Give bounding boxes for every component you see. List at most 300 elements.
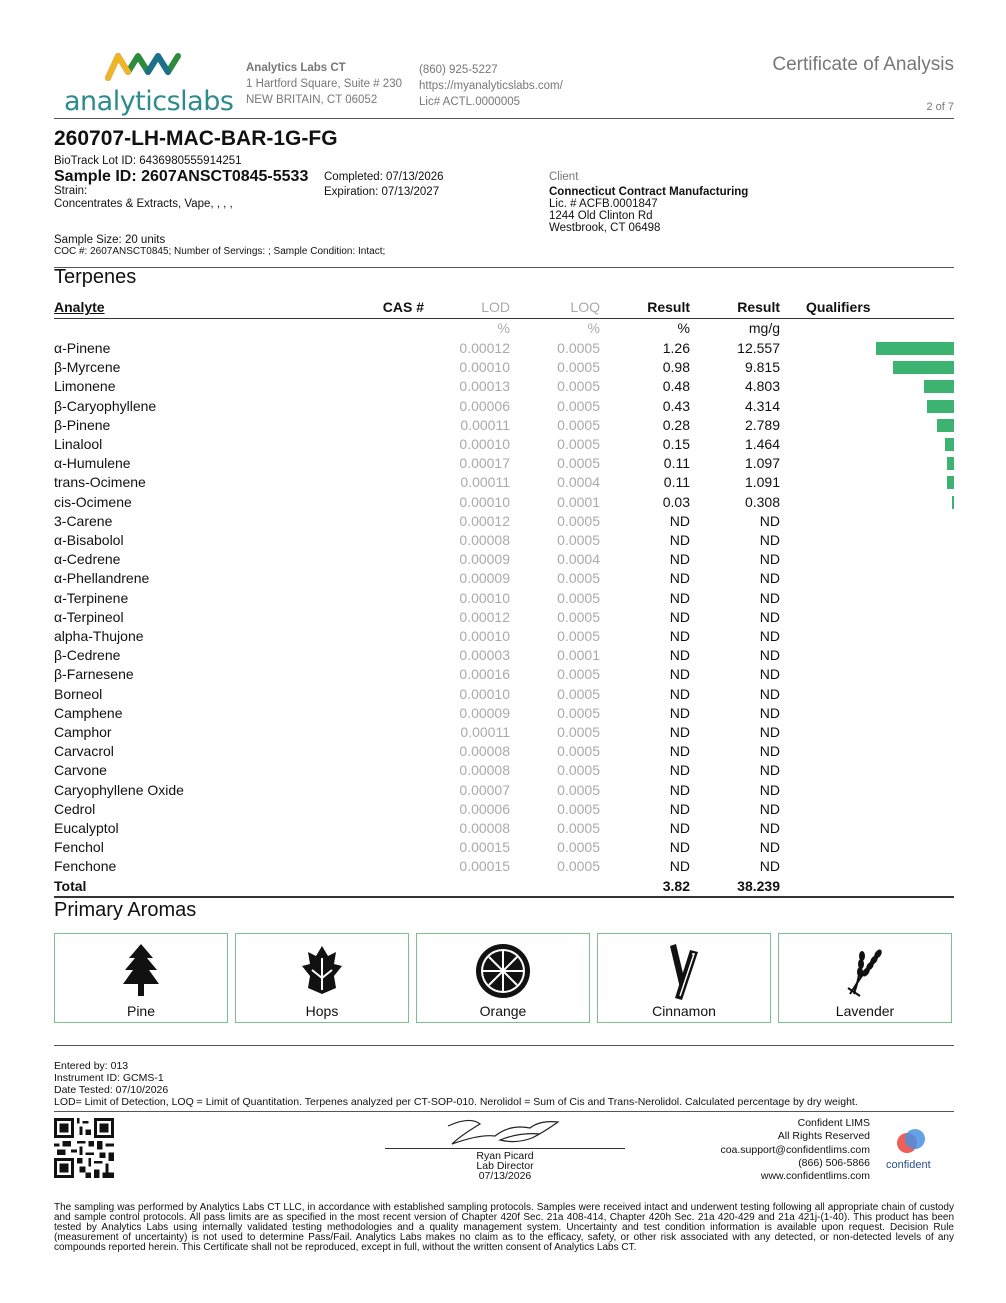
cas-cell: [314, 742, 430, 761]
analyte-cell: Caryophyllene Oxide: [54, 781, 184, 798]
analytics-labs-logo: [64, 50, 234, 122]
cas-cell: [314, 761, 430, 780]
signature-line: [385, 1148, 625, 1149]
product-name: 260707-LH-MAC-BAR-1G-FG: [54, 127, 338, 150]
lod-cell: 0.00011: [460, 724, 510, 741]
table-row: [54, 435, 954, 454]
table-row: [54, 512, 954, 531]
table-row: [54, 627, 954, 646]
table-row: [54, 838, 954, 857]
lod-cell: 0.00006: [459, 800, 510, 817]
concentration-bar: [927, 400, 954, 413]
cas-cell: [314, 800, 430, 819]
concentration-bar: [952, 496, 954, 509]
client-name: Connecticut Contract Manufacturing: [549, 186, 749, 198]
qualifier-cell: [780, 473, 876, 492]
analyte-cell: Cedrol: [54, 800, 96, 817]
bar-cell: [876, 704, 954, 723]
aroma-cinnamon: [597, 933, 771, 1023]
lab-phone: (860) 925-5227: [419, 64, 498, 76]
concentration-bar: [947, 457, 954, 470]
sample-category: Concentrates & Extracts, Vape, , , ,: [54, 198, 233, 210]
cas-cell: [314, 416, 430, 435]
analyte-cell: cis-Ocimene: [54, 493, 132, 510]
aroma-label: Orange: [479, 1003, 527, 1019]
section-divider: [54, 267, 954, 268]
signature-block: [385, 1151, 625, 1181]
qualifier-cell: [780, 454, 876, 473]
result-pct-cell: ND: [669, 839, 690, 856]
qualifier-cell: [780, 416, 876, 435]
analyte-cell: Carvacrol: [54, 743, 114, 760]
lod-cell: 0.00008: [459, 820, 510, 837]
table-row: [54, 416, 954, 435]
signature-image: [440, 1116, 570, 1150]
lab-address-line1: 1 Hartford Square, Suite # 230: [246, 78, 402, 90]
result-mg-cell: 0.308: [744, 493, 780, 510]
result-mg-cell: 12.557: [737, 340, 780, 356]
client-label: Client: [549, 171, 579, 183]
analyte-cell: alpha-Thujone: [54, 628, 144, 645]
client-address2: Westbrook, CT 06498: [549, 222, 661, 234]
bar-cell: [876, 377, 954, 396]
qualifier-cell: [780, 627, 876, 646]
loq-cell: 0.0005: [557, 858, 600, 875]
cas-cell: [314, 531, 430, 550]
analyte-cell: Borneol: [54, 685, 103, 702]
client-address1: 1244 Old Clinton Rd: [549, 210, 653, 222]
concentration-bar: [947, 476, 954, 489]
lims-email[interactable]: coa.support@confidentlims.com: [720, 1143, 870, 1156]
aromas-title: Primary Aromas: [54, 899, 197, 921]
result-pct-cell: 0.03: [662, 493, 690, 510]
loq-cell: 0.0005: [557, 800, 600, 817]
table-row: [54, 704, 954, 723]
bar-cell: [876, 569, 954, 588]
bar-cell: [876, 685, 954, 704]
result-pct-cell: 0.11: [663, 455, 690, 472]
lod-cell: 0.00017: [459, 455, 510, 472]
qualifier-cell: [780, 493, 876, 512]
qualifier-cell: [780, 397, 876, 416]
unit-result-pct: %: [677, 320, 690, 337]
aroma-hops: [235, 933, 409, 1023]
result-pct-cell: 0.43: [662, 397, 690, 414]
lod-cell: 0.00008: [459, 762, 510, 779]
analyte-cell: Camphene: [54, 704, 123, 721]
result-pct-cell: ND: [669, 820, 690, 837]
table-row: [54, 761, 954, 780]
bar-cell: [876, 589, 954, 608]
analyte-cell: Linalool: [54, 436, 103, 453]
terpenes-table: [54, 298, 954, 898]
table-row: [54, 800, 954, 819]
header-divider: [54, 118, 954, 119]
lod-cell: 0.00010: [459, 436, 510, 453]
result-mg-cell: 2.789: [744, 416, 780, 433]
completed-date: Completed: 07/13/2026: [324, 171, 444, 183]
qualifier-cell: [780, 857, 876, 876]
result-pct-cell: ND: [669, 800, 690, 817]
lod-cell: 0.00008: [459, 743, 510, 760]
date-tested: Date Tested: 07/10/2026: [54, 1084, 169, 1096]
cas-cell: [314, 473, 430, 492]
lod-cell: 0.00010: [459, 685, 510, 702]
lab-website[interactable]: https://myanalyticslabs.com/: [419, 80, 563, 92]
cas-cell: [314, 339, 430, 358]
instrument-id: Instrument ID: GCMS-1: [54, 1072, 164, 1084]
cas-cell: [314, 377, 430, 396]
result-mg-cell: 1.464: [744, 436, 780, 453]
concentration-bar: [924, 380, 954, 393]
qualifier-cell: [780, 665, 876, 684]
signer-title: Lab Director: [476, 1160, 534, 1172]
bar-cell: [876, 512, 954, 531]
lod-cell: 0.00012: [459, 340, 510, 356]
bar-cell: [876, 761, 954, 780]
loq-cell: 0.0005: [557, 666, 600, 683]
orange-slice-icon: [474, 942, 532, 1000]
qualifier-cell: [780, 742, 876, 761]
cas-cell: [314, 781, 430, 800]
result-pct-cell: ND: [669, 743, 690, 760]
analyte-cell: α-Phellandrene: [54, 570, 150, 587]
result-pct-cell: ND: [669, 704, 690, 721]
bar-cell: [876, 339, 954, 358]
analyte-cell: β-Cedrene: [54, 647, 121, 664]
result-pct-cell: ND: [669, 570, 690, 587]
lod-cell: 0.00006: [459, 397, 510, 414]
loq-cell: 0.0005: [557, 704, 600, 721]
lab-address-line2: NEW BRITAIN, CT 06052: [246, 94, 378, 106]
analyte-cell: α-Bisabolol: [54, 532, 124, 549]
result-mg-cell: ND: [759, 666, 780, 683]
sample-size: Sample Size: 20 units: [54, 234, 166, 246]
lod-cell: 0.00008: [459, 532, 510, 549]
bar-cell: [876, 454, 954, 473]
analyte-cell: β-Pinene: [54, 416, 111, 433]
loq-cell: 0.0005: [557, 570, 600, 587]
result-mg-cell: 1.091: [744, 474, 780, 491]
loq-cell: 0.0005: [557, 397, 600, 414]
lod-cell: 0.00011: [460, 416, 510, 433]
qualifier-cell: [780, 781, 876, 800]
lod-cell: 0.00011: [460, 474, 510, 491]
cas-cell: [314, 685, 430, 704]
cas-cell: [314, 857, 430, 876]
result-pct-cell: 0.98: [662, 359, 690, 376]
cas-cell: [314, 550, 430, 569]
hops-icon: [300, 942, 344, 998]
result-pct-cell: ND: [669, 685, 690, 702]
result-mg-cell: ND: [759, 512, 780, 529]
cas-cell: [314, 589, 430, 608]
table-row: [54, 550, 954, 569]
analyte-cell: Eucalyptol: [54, 820, 119, 837]
bar-cell: [876, 550, 954, 569]
strain-label: Strain:: [54, 185, 88, 197]
bar-cell: [876, 608, 954, 627]
lims-phone: (866) 506-5866: [798, 1156, 870, 1169]
logo-wordmark: analyticslabs: [64, 86, 234, 117]
aroma-label: Hops: [305, 1003, 339, 1019]
table-row: [54, 569, 954, 588]
col-result-pct: Result: [600, 298, 690, 319]
cas-cell: [314, 358, 430, 377]
bar-cell: [876, 473, 954, 492]
aroma-label: Lavender: [835, 1003, 895, 1019]
sign-date: 07/13/2026: [478, 1170, 532, 1182]
analyte-cell: Limonene: [54, 378, 116, 395]
result-mg-cell: ND: [759, 704, 780, 721]
table-row: [54, 781, 954, 800]
loq-cell: 0.0001: [557, 493, 600, 510]
analyte-cell: α-Humulene: [54, 455, 131, 472]
result-pct-cell: ND: [669, 532, 690, 549]
lims-rights: All Rights Reserved: [777, 1130, 870, 1143]
result-pct-cell: ND: [669, 762, 690, 779]
loq-cell: 0.0005: [557, 512, 600, 529]
qualifier-cell: [780, 800, 876, 819]
result-mg-cell: 9.815: [744, 359, 780, 376]
qualifier-cell: [780, 512, 876, 531]
cas-cell: [314, 627, 430, 646]
result-pct-cell: 0.48: [662, 378, 690, 395]
cas-cell: [314, 665, 430, 684]
qualifier-cell: [780, 761, 876, 780]
loq-cell: 0.0005: [557, 436, 600, 453]
lod-cell: 0.00012: [459, 512, 510, 529]
units-row: [54, 319, 954, 340]
cas-cell: [314, 512, 430, 531]
table-row: [54, 454, 954, 473]
bar-cell: [876, 397, 954, 416]
table-row: [54, 723, 954, 742]
total-row: [54, 877, 954, 897]
lod-cell: 0.00009: [459, 551, 510, 568]
analyte-cell: α-Cedrene: [54, 551, 121, 568]
result-pct-cell: 0.28: [662, 416, 690, 433]
lab-name: Analytics Labs CT: [246, 62, 346, 74]
analyte-cell: Fenchol: [54, 839, 104, 856]
table-row: [54, 493, 954, 512]
bar-cell: [876, 838, 954, 857]
client-license: Lic. # ACFB.0001847: [549, 198, 658, 210]
lod-cell: 0.00010: [459, 589, 510, 606]
loq-cell: 0.0005: [557, 781, 600, 798]
result-pct-cell: ND: [669, 628, 690, 645]
result-mg-cell: ND: [759, 820, 780, 837]
cas-cell: [314, 819, 430, 838]
lod-cell: 0.00009: [459, 704, 510, 721]
signer-name: Ryan Picard: [476, 1150, 534, 1162]
table-header-row: [54, 298, 954, 319]
col-analyte: Analyte: [54, 298, 314, 319]
qualifier-cell: [780, 550, 876, 569]
loq-cell: 0.0005: [557, 532, 600, 549]
result-pct-cell: 0.15: [662, 436, 690, 453]
footer-divider: [54, 1045, 954, 1046]
lod-cell: 0.00007: [459, 781, 510, 798]
cas-cell: [314, 838, 430, 857]
col-loq: LOQ: [510, 298, 600, 319]
qualifier-cell: [780, 819, 876, 838]
qualifier-cell: [780, 608, 876, 627]
loq-cell: 0.0005: [557, 724, 600, 741]
loq-cell: 0.0005: [557, 743, 600, 760]
loq-cell: 0.0005: [557, 340, 600, 356]
result-pct-cell: ND: [669, 551, 690, 568]
cas-cell: [314, 723, 430, 742]
analyte-cell: α-Terpineol: [54, 608, 124, 625]
aroma-label: Pine: [126, 1003, 156, 1019]
analyte-cell: Carvone: [54, 762, 107, 779]
loq-cell: 0.0005: [557, 359, 600, 376]
result-mg-cell: ND: [759, 685, 780, 702]
col-bar: [876, 298, 954, 319]
table-row: [54, 608, 954, 627]
concentration-bar: [876, 342, 954, 355]
aroma-orange: [416, 933, 590, 1023]
terpenes-title: Terpenes: [54, 266, 137, 288]
loq-cell: 0.0005: [557, 416, 600, 433]
cas-cell: [314, 454, 430, 473]
notes: LOD= Limit of Detection, LOQ = Limit of Quantitation. Terpenes analyzed per CT-SOP-010. Nerolidol = Sum of Cis and Trans-Nerolidol. Calculated percentage by dry weight.: [54, 1096, 858, 1108]
qualifier-cell: [780, 704, 876, 723]
result-mg-cell: ND: [759, 628, 780, 645]
lod-cell: 0.00010: [459, 493, 510, 510]
entered-by: Entered by: 013: [54, 1060, 129, 1072]
loq-cell: 0.0004: [557, 474, 600, 491]
qualifier-cell: [780, 589, 876, 608]
result-pct-cell: ND: [669, 589, 690, 606]
result-mg-cell: ND: [759, 743, 780, 760]
result-mg-cell: ND: [759, 858, 780, 875]
cas-cell: [314, 608, 430, 627]
result-pct-cell: 1.26: [662, 340, 690, 356]
loq-cell: 0.0005: [557, 378, 600, 395]
aroma-pine: [54, 933, 228, 1023]
total-pct: 3.82: [600, 877, 690, 897]
analyte-cell: α-Pinene: [54, 340, 111, 356]
lod-cell: 0.00010: [459, 359, 510, 376]
loq-cell: 0.0005: [557, 820, 600, 837]
loq-cell: 0.0001: [557, 647, 600, 664]
result-pct-cell: ND: [669, 666, 690, 683]
disclaimer: The sampling was performed by Analytics Labs CT LLC, in accordance with established sampling protocols. Samples were received intact and underwent testing following all appropriate chain of custody and sample control protocols. All pass limits are as specified in the most recent version of Chapter 420f Sec. 21a 408-414, Chapter 420h Sec. 21a 420-429 and 21a 421j-(1-40). This product has been tested by Analytics Labs using internally validated testing methodologies and a quality management system. Uncertainty and test condition information is available upon request. Decision Rule (measurement of uncertainty) is not used to determine Pass/Fail. Analytics Labs makes no claim as to the efficacy, safety, or other risk associated with any detected, or non-detected levels of any compounds reported herein. This Certificate shall not be reproduced, except in full, without the written consent of Analytics Labs CT.: [54, 1202, 954, 1253]
table-row: [54, 665, 954, 684]
qualifier-cell: [780, 723, 876, 742]
cas-cell: [314, 646, 430, 665]
loq-cell: 0.0004: [557, 551, 600, 568]
table-row: [54, 589, 954, 608]
bar-cell: [876, 819, 954, 838]
logo-mark-icon: [104, 50, 184, 82]
coc-info: COC #: 2607ANSCT0845; Number of Servings: ; Sample Condition: Intact;: [54, 246, 386, 257]
result-mg-cell: 4.803: [744, 378, 780, 395]
result-mg-cell: 1.097: [744, 455, 780, 472]
cas-cell: [314, 493, 430, 512]
unit-lod: %: [497, 320, 510, 337]
loq-cell: 0.0005: [557, 628, 600, 645]
table-row: [54, 857, 954, 876]
bar-cell: [876, 742, 954, 761]
table-row: [54, 531, 954, 550]
bar-cell: [876, 627, 954, 646]
concentration-bar: [945, 438, 954, 451]
cas-cell: [314, 569, 430, 588]
result-mg-cell: 4.314: [744, 397, 780, 414]
qualifier-cell: [780, 531, 876, 550]
loq-cell: 0.0005: [557, 589, 600, 606]
lab-license: Lic# ACTL.0000005: [419, 96, 521, 108]
cas-cell: [314, 704, 430, 723]
analyte-cell: β-Myrcene: [54, 359, 121, 376]
lod-cell: 0.00012: [459, 608, 510, 625]
col-result-mg: Result: [690, 298, 780, 319]
loq-cell: 0.0005: [557, 455, 600, 472]
result-mg-cell: ND: [759, 724, 780, 741]
lod-cell: 0.00015: [459, 858, 510, 875]
bar-cell: [876, 358, 954, 377]
lod-cell: 0.00009: [459, 570, 510, 587]
analyte-cell: Fenchone: [54, 858, 117, 875]
loq-cell: 0.0005: [557, 608, 600, 625]
bar-cell: [876, 800, 954, 819]
loq-cell: 0.0005: [557, 762, 600, 779]
analyte-cell: trans-Ocimene: [54, 474, 146, 491]
qualifier-cell: [780, 646, 876, 665]
table-row: [54, 397, 954, 416]
table-row: [54, 473, 954, 492]
qr-code-icon[interactable]: [54, 1118, 114, 1178]
result-pct-cell: 0.11: [663, 474, 690, 491]
aroma-lavender: [778, 933, 952, 1023]
analyte-cell: α-Terpinene: [54, 589, 129, 606]
lavender-icon: [840, 942, 890, 998]
table-row: [54, 358, 954, 377]
lod-cell: 0.00010: [459, 628, 510, 645]
lod-cell: 0.00015: [459, 839, 510, 856]
result-mg-cell: ND: [759, 781, 780, 798]
bar-cell: [876, 435, 954, 454]
total-mg: 38.239: [690, 877, 780, 897]
cinnamon-stick-icon: [664, 942, 704, 1002]
result-mg-cell: ND: [759, 570, 780, 587]
total-label: Total: [54, 877, 314, 897]
table-row: [54, 339, 954, 358]
qualifier-cell: [780, 838, 876, 857]
table-row: [54, 685, 954, 704]
bar-cell: [876, 493, 954, 512]
table-row: [54, 742, 954, 761]
lab-contact: [419, 62, 563, 110]
result-mg-cell: ND: [759, 589, 780, 606]
result-mg-cell: ND: [759, 839, 780, 856]
result-mg-cell: ND: [759, 608, 780, 625]
result-mg-cell: ND: [759, 800, 780, 817]
confident-wordmark: confident: [886, 1159, 931, 1171]
lims-website[interactable]: www.confidentlims.com: [760, 1170, 870, 1183]
unit-loq: %: [587, 320, 600, 337]
cas-cell: [314, 397, 430, 416]
lod-cell: 0.00016: [459, 666, 510, 683]
sample-id: Sample ID: 2607ANSCT0845-5533: [54, 168, 309, 185]
confident-logo-icon: [893, 1127, 929, 1157]
loq-cell: 0.0005: [557, 839, 600, 856]
qualifier-cell: [780, 358, 876, 377]
result-pct-cell: ND: [669, 781, 690, 798]
